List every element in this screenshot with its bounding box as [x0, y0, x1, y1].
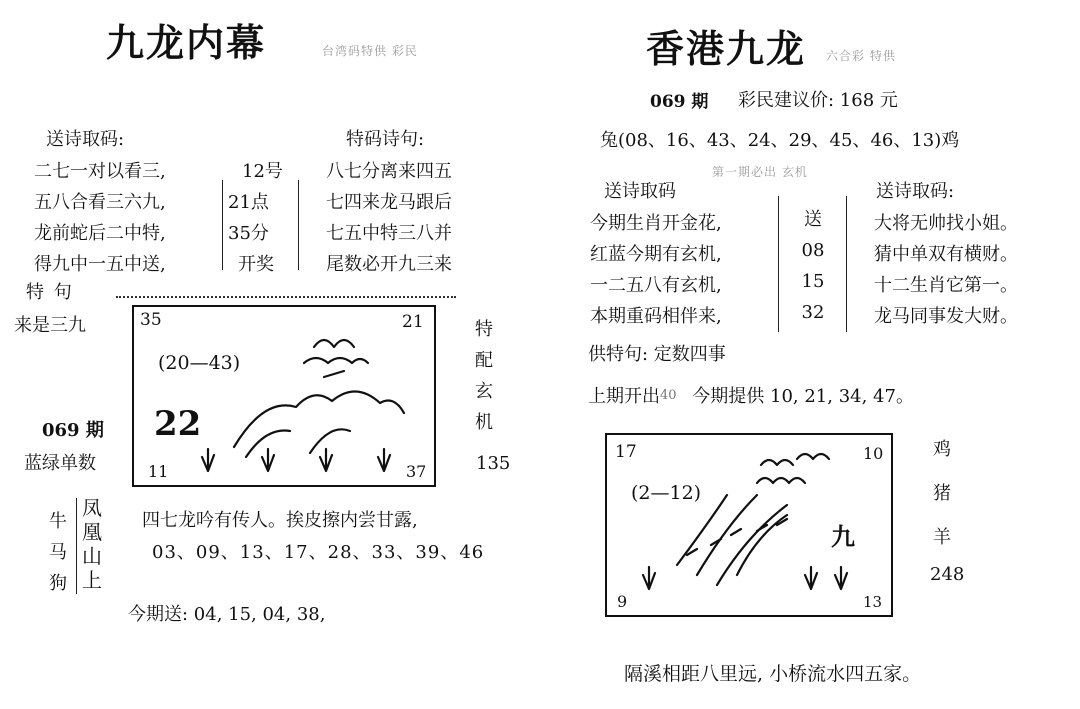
divider [846, 196, 847, 332]
last-label: 上期开出 [588, 386, 660, 407]
sketch-corner-bl: 9 [617, 592, 628, 611]
mid-item: 送 [804, 209, 822, 230]
sketch-corner-br: 13 [863, 593, 883, 611]
left-poem2: 四七龙吟有传人。挨皮擦内尝甘露, [142, 510, 418, 531]
right-poem-line: 红蓝今期有玄机, [590, 244, 722, 265]
zodiac-char: 鸡 [933, 439, 951, 460]
animal-char: 狗 [49, 573, 67, 594]
right-sketch [607, 435, 891, 615]
left-poem-line: 五八合看三六九, [34, 192, 166, 213]
last-number: 40 [660, 388, 677, 403]
mid-item: 32 [801, 302, 825, 323]
number-item: 21点 [228, 192, 269, 213]
right-period: 069 期 [650, 92, 709, 112]
right-poem [590, 208, 722, 332]
special-poem-line: 七五中特三八并 [326, 223, 452, 244]
this-issue: 今期提供 10, 21, 34, 47。 [692, 386, 914, 407]
sketch-glyph: 九 [831, 522, 855, 551]
left-subtitle: 台湾码特供 彩民 [322, 44, 418, 58]
right-poem2-line: 大将无帅找小姐。 [874, 213, 1018, 234]
phoenix-vertical [80, 496, 104, 592]
number-item: 开奖 [238, 254, 274, 275]
sketch-corner-tr: 10 [863, 444, 884, 463]
zodiac-vertical [930, 428, 954, 560]
special-poem-line: 尾数必开九三来 [326, 254, 452, 275]
mountain-lines [234, 391, 404, 457]
left-special-poem [326, 156, 452, 280]
animal-char: 马 [49, 542, 67, 563]
left-title: 九龙内幕 [106, 20, 267, 65]
right-poem2-header: 送诗取码: [876, 181, 955, 202]
faint-line: 第一期必出 玄机 [712, 165, 808, 179]
zodiac-char: 猪 [933, 483, 951, 504]
cloud-scribble [757, 454, 829, 483]
right-poem2-line: 十二生肖它第一。 [874, 275, 1018, 296]
phoenix-char: 凤 [82, 496, 102, 520]
left-numbers: 03、09、13、17、28、33、39、46 [152, 542, 485, 563]
sketch-expr: (2—12) [631, 482, 702, 504]
left-poem [34, 156, 166, 280]
right-poem2-line: 龙马同事发大财。 [874, 306, 1018, 327]
cloud-scribble [304, 340, 368, 377]
supply-line: 供特句: 定数四事 [588, 344, 726, 365]
left-special-header: 特码诗句: [346, 129, 425, 150]
left-poem-line: 二七一对以看三, [34, 161, 166, 182]
vertical-char: 机 [475, 412, 493, 433]
divider [778, 196, 779, 332]
sketch-corner-br: 37 [406, 462, 427, 481]
left-number-col [228, 156, 283, 280]
last-issue [588, 388, 914, 406]
special-poem-line: 七四来龙马跟后 [326, 192, 452, 213]
zodiac-char: 羊 [933, 527, 951, 548]
footer-poem: 隔溪相距八里远, 小桥流水四五家。 [624, 663, 922, 685]
tejv-label: 特 句 [26, 282, 74, 303]
sketch-corner-tl: 17 [615, 442, 637, 462]
left-send: 今期送: 04, 15, 04, 38, [128, 604, 326, 625]
vertical-char: 配 [475, 350, 493, 371]
grass-marks [202, 449, 390, 471]
sketch-corner-bl: 11 [148, 462, 169, 481]
vertical-char: 玄 [475, 381, 493, 402]
left-sketch [134, 307, 434, 485]
left-poem-line: 龙前蛇后二中特, [34, 223, 166, 244]
left-right-vertical [472, 314, 496, 438]
left-right-number: 135 [476, 453, 511, 474]
right-poem2 [874, 208, 1018, 332]
phoenix-char: 山 [82, 544, 102, 568]
left-sketch-box [132, 305, 436, 487]
mid-item: 15 [801, 271, 825, 292]
number-item: 35分 [228, 223, 269, 244]
right-poem-line: 今期生肖开金花, [590, 213, 722, 234]
left-period: 069 期 [42, 420, 104, 441]
rabbit-line: 兔(08、16、43、24、29、45、46、13)鸡 [600, 130, 960, 151]
special-poem-line: 八七分离来四五 [326, 161, 452, 182]
divider [76, 498, 77, 594]
phoenix-char: 凰 [82, 520, 102, 544]
sketch-big-number: 22 [154, 404, 202, 444]
phoenix-char: 上 [82, 568, 102, 592]
tejv-text: 来是三九 [14, 315, 86, 336]
left-poem-header: 送诗取码: [46, 129, 125, 150]
right-poem-line: 一二五八有玄机, [590, 275, 722, 296]
vertical-char: 特 [475, 319, 493, 340]
right-poem2-line: 猜中单双有横财。 [874, 244, 1018, 265]
animals-vertical [46, 506, 70, 599]
sketch-corner-tr: 21 [402, 312, 424, 332]
number-item: 12号 [242, 161, 283, 182]
animal-char: 牛 [49, 511, 67, 532]
zodiac-number: 248 [930, 564, 965, 585]
blue-green-label: 蓝绿单数 [24, 453, 96, 474]
dotted-divider [116, 296, 456, 298]
right-mid-col [798, 204, 828, 328]
right-poem-line: 本期重码相伴来, [590, 306, 722, 327]
willow-lines [677, 495, 787, 585]
sketch-expr: (20—43) [158, 352, 241, 374]
divider [222, 180, 223, 270]
right-title: 香港九龙 [646, 26, 807, 71]
mid-item: 08 [801, 240, 825, 261]
grass-marks [643, 567, 847, 589]
sketch-corner-tl: 35 [140, 310, 162, 330]
right-sketch-box [605, 433, 893, 617]
right-subtitle: 六合彩 特供 [826, 49, 896, 63]
right-poem-header: 送诗取码 [604, 181, 676, 202]
advice-price: 彩民建议价: 168 元 [738, 90, 898, 111]
left-poem-line: 得九中一五中送, [34, 254, 166, 275]
divider [298, 180, 299, 270]
